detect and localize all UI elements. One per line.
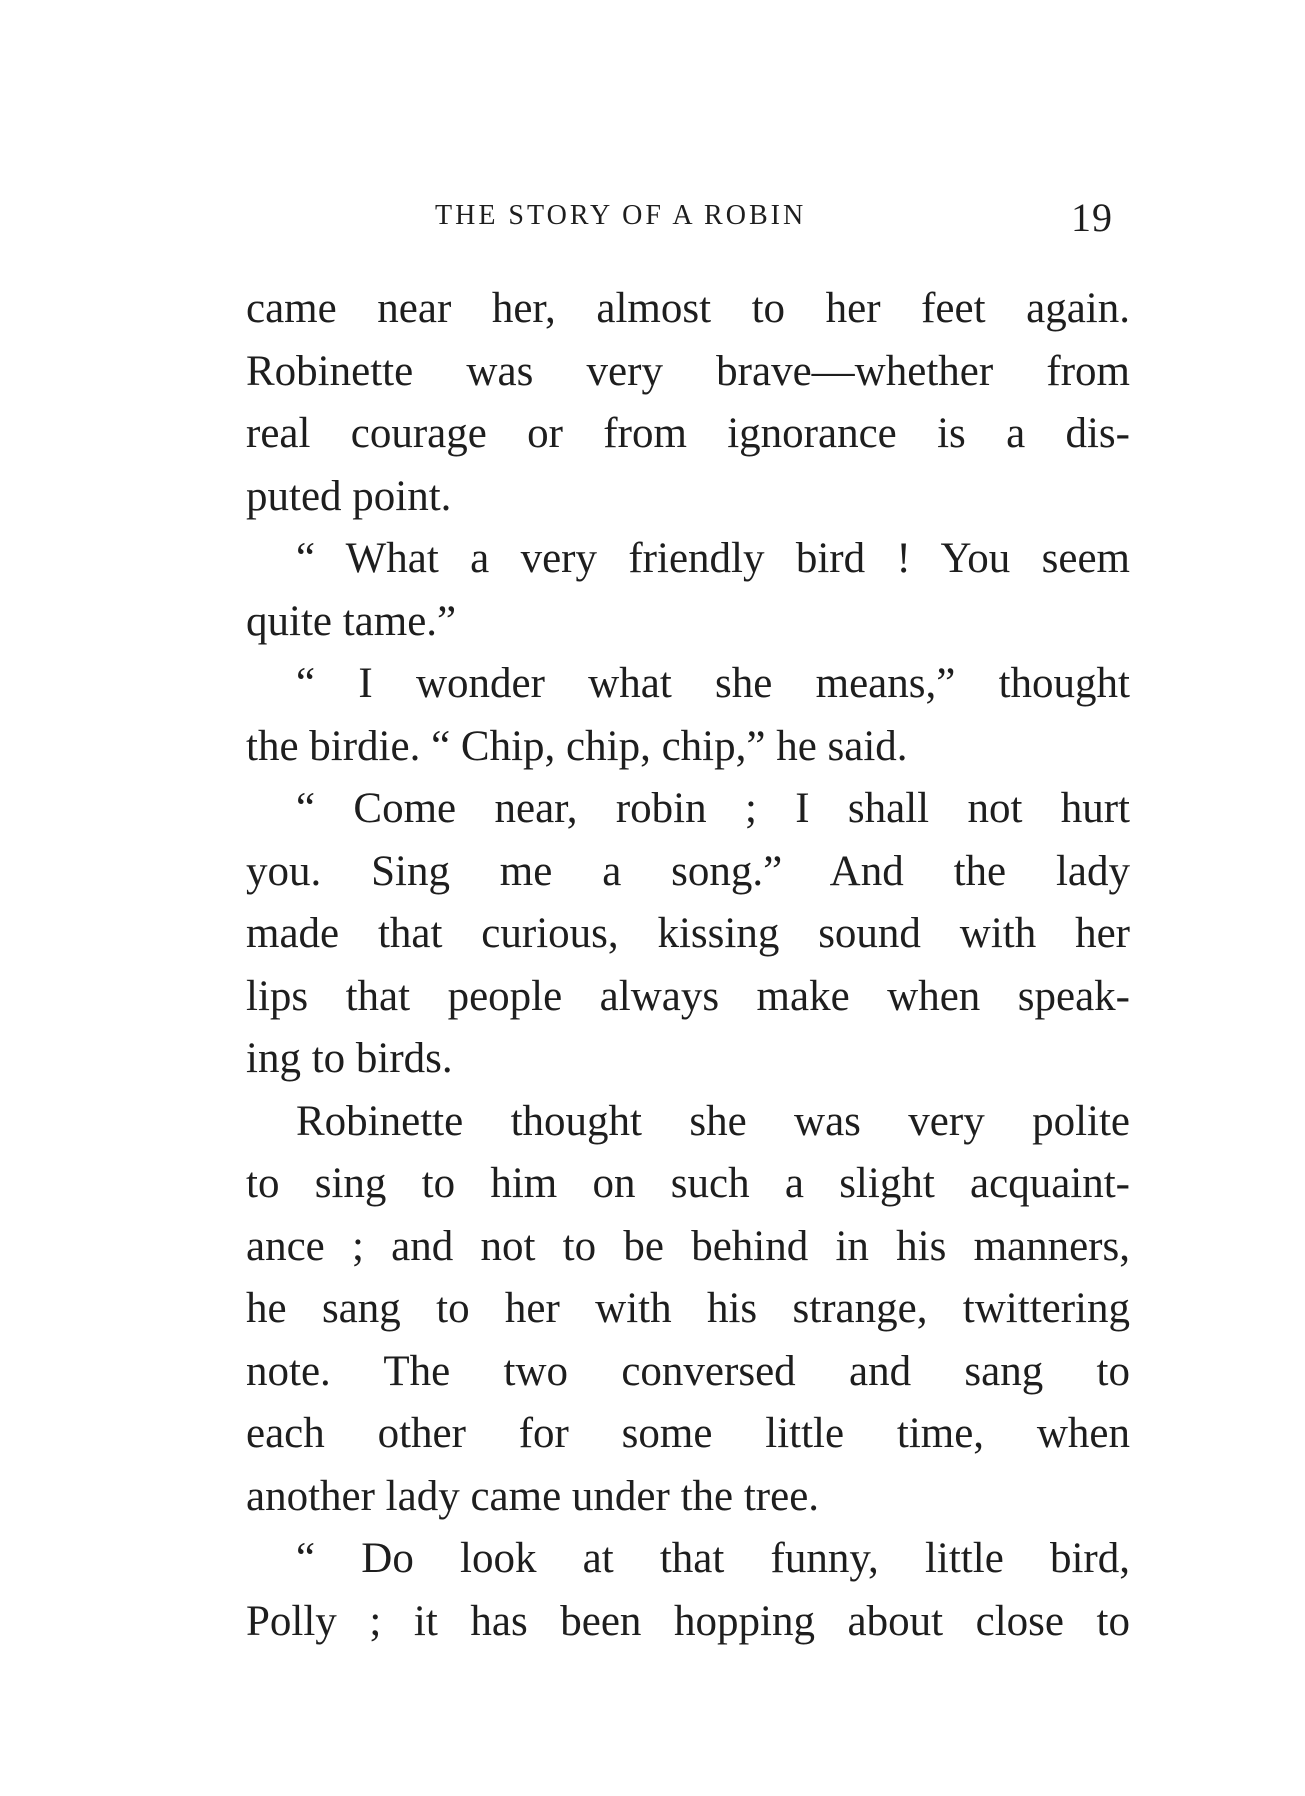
text-line: each other for some little time, when [246,1410,1130,1457]
text-line: note. The two conversed and sang to [246,1347,1130,1395]
text-line: you. Sing me a song.” And the lady [246,847,1130,895]
text-line: Robinette was very brave—whether from [246,347,1130,395]
running-title: THE STORY OF A ROBIN [435,200,807,231]
text-line: Robinette thought she was very polite [296,1097,1130,1145]
running-head [435,195,1135,250]
paragraph [246,278,1130,528]
text-line: to sing to him on such a slight acquaint- [246,1160,1130,1207]
text-line: another lady came under the tree. [246,1472,820,1520]
text-line: puted point. [246,472,452,520]
body-text [246,278,1130,1653]
text-line: made that curious, kissing sound with her [246,910,1130,957]
text-line: he sang to her with his strange, twittering [246,1285,1130,1332]
text-line: ing to birds. [246,1035,453,1082]
text-line: the birdie. “ Chip, chip, chip,” he said. [246,722,908,770]
text-line: “ Do look at that funny, little bird, [296,1535,1130,1582]
text-line: quite tame.” [246,597,457,645]
text-line: “ What a very friendly bird ! You seem [296,535,1130,582]
text-line: lips that people always make when speak- [246,972,1130,1020]
text-line: came near her, almost to her feet again. [246,285,1130,332]
paragraph [246,1528,1130,1653]
paragraph [246,778,1130,1091]
paragraph [246,528,1130,653]
text-line: ance ; and not to be behind in his manners, [246,1222,1130,1270]
paragraph [246,653,1130,778]
paragraph [246,1091,1130,1529]
text-line: Polly ; it has been hopping about close to [246,1597,1130,1645]
page-number: 19 [1071,195,1113,240]
text-line: “ Come near, robin ; I shall not hurt [296,785,1130,832]
text-line: “ I wonder what she means,” thought [296,660,1130,707]
text-line: real courage or from ignorance is a dis- [246,410,1130,457]
